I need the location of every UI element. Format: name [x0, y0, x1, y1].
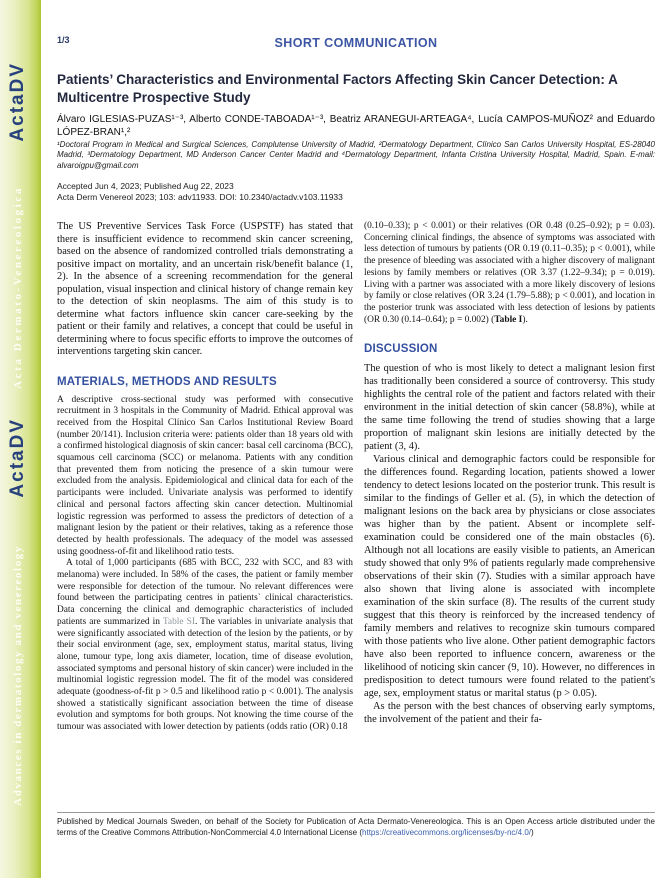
results-text-after: . The variables in univariate analysis that were significantly associated with detection of the lesion by the patients, or by their social environment (age, sex, employment status, marital status, living alone, tumour type, long axis diameter, location, time of disease evolution, associated symptoms and personal history of skin cancer) were included in the multinomial logistic regression model. The fit of the model was considered adequate (goodness-of-fit p > 0.5 and likelihood ratio p < 0.001). The analysis showed a statistically significant association between the time of disease evolution and symptoms for both groups. Not knowing the time course of the tumour was associated with lower detection by patients (odds ratio (OR) 0.18	[57, 616, 353, 733]
spacer	[364, 326, 655, 343]
results-cont-text: (0.10–0.33); p < 0.001) or their relatives (OR 0.48 (0.25–0.92); p = 0.03). Concerning clinical findings, the absence of symptoms was associated with less detection of tumours by patients (OR 0.19 (0.11–0.35); p < 0.001), while the presence of bleeding was associated with a higher discovery of malignant lesions by family members or relatives (OR 3.37 (1.22–9.34); p = 0.019). Living with a partner was associated with a more likely discovery of lesions by family or close relatives (OR 3.24 (1.79–5.88); p < 0.001), and location in the posterior trunk was associated with less detection of lesions by patients (OR 0.30 (0.14–0.64); p = 0.002) (	[364, 221, 655, 325]
footer-text-end: )	[531, 827, 534, 837]
publisher-footer	[57, 817, 655, 838]
spacer	[57, 388, 353, 395]
journal-sidebar	[0, 0, 41, 878]
journal-tagline-vertical: Advances in dermatology and venereology	[12, 545, 24, 806]
discussion-paragraph-1: The question of who is most likely to detect a malignant lesion first has traditionally been considered a source of controversy. This study highlights the central role of the patient and factors related with their environment in the initial detection of skin cancer (58.8%), while at the same time following the trend of studies showing that a large proportion of malignant skin lesions are initially detected by the patient (3, 4).	[364, 363, 655, 453]
spacer	[364, 355, 655, 362]
table-s1-link[interactable]: Table SI	[162, 616, 195, 627]
article-title: Patients’ Characteristics and Environmental Factors Affecting Skin Cancer Detection: A Multicentre Prospective Study	[57, 72, 618, 105]
table-1-reference: Table I	[494, 314, 523, 325]
article-type-heading: SHORT COMMUNICATION	[274, 36, 438, 50]
accepted-published-dates: Accepted Jun 4, 2023; Published Aug 22, 2023	[57, 181, 234, 191]
body-column-right	[364, 221, 655, 726]
license-url-link[interactable]: https://creativecommons.org/licenses/by-nc/4.0/	[362, 827, 531, 837]
discussion-heading: DISCUSSION	[364, 343, 438, 356]
journal-name-vertical: Acta Dermato-Venereologica	[12, 186, 24, 389]
citation-doi-line: Acta Derm Venereol 2023; 103: adv11933. DOI: 10.2340/actadv.v103.11933	[57, 191, 343, 202]
results-continuation-paragraph	[364, 221, 655, 326]
results-paragraph	[57, 558, 353, 734]
affiliations-text: ¹Doctoral Program in Medical and Surgical Sciences, Complutense University of Madrid, ²Dermatology Department, Clínico San Carlos University Hospital, ES-28040 Madrid, ³Dermatology Department, MD Anderson Cancer Center Madrid and ⁴Dermatology Department, Infanta Cristina University Hospital, Madrid, Spain. E-mail: alvaroigpu@gmail.com	[57, 140, 655, 170]
methods-paragraph: A descriptive cross-sectional study was performed with consecutive recruitment in 3 hospitals in the Community of Madrid. Ethical approval was received from the Hospital Clínico San Carlos Institutional Review Board (number 20/141). Inclusion criteria were: patients older than 18 years old with a confirmed histological diagnosis of skin cancer: basal cell carcinoma (BCC), squamous cell carcinoma (SCC) or melanoma. Patients with any condition that prevented them from noticing the presence of a skin tumour were excluded from the analysis. Epidemiological and clinical data for each of the participants were included. Univariate analysis was performed to identify clinical and personal factors affecting skin cancer detection. Multinomial logistic regression was performed to assess the predictors of detection of a malignant lesion by the patient or their relatives, taking as a reference those detected by health professionals. The adequacy of the model was assessed using goodness-of-fit and likelihood ratio tests.	[57, 394, 353, 557]
journal-logo-middle: ActaDV	[7, 418, 28, 498]
discussion-paragraph-3: As the person with the best chances of observing early symptoms, the involvement of the patient and their fa-	[364, 701, 655, 726]
footer-text: Published by Medical Journals Sweden, on behalf of the Society for Publication of Acta Dermato-Venereologica. This is an Open Access article distributed under the terms of the Creative Commons Attribution-NonCommercial 4.0 International License (	[57, 817, 655, 837]
author-list: Álvaro IGLESIAS-PUZAS¹⁻³, Alberto CONDE-TABOADA¹⁻³, Beatriz ARANEGUI-ARTEAGA⁴, Lucía CAMPOS-MUÑOZ² and Eduardo LÓPEZ-BRAN¹,²	[57, 114, 655, 138]
discussion-paragraph-2: Various clinical and demographic factors could be responsible for the differences found. Regarding location, patients showed a lower tendency to detect lesions located on the posterior trunk. This result is similar to the findings of Geller et al. (5), in which the detection of malignant lesions on the back area by physicians or close associates was higher than by the patient. Absent or incomplete self-examination could be considered one of the main obstacles (6). Although not all locations are easily visible to patients, an American study showed that only 9% of patients regularly made comprehensive observations of their skin (7). Studies with a similar approach have also shown that living alone is associated with incomplete examination of the skin surface (8). The results of the current study suggest that this theory is reinforced by the increased tendency of family members and relatives to recognize skin tumours compared with those patients who live alone. Other patient demographic factors have also been reported to influence concern, awareness or the likelihood of noticing skin cancer (9, 10). However, no differences in predisposition to detect tumours were found related to the patient's age, sex, employment status or marital status (p > 0.05).	[364, 454, 655, 700]
intro-paragraph: The US Preventive Services Task Force (USPSTF) has stated that there is insufficient evidence to recommend skin cancer screening, based on the absence of randomized controlled trials demonstrating a positive impact on mortality, and an uncertain risk/benefit balance (1, 2). In the absence of a screening recommendation for the general population, visual inspection and clinical history of change remain key to the detection of skin neoplasms. The aim of this study is to determine what factors influence skin cancer care-seeking by the patient or their family and relatives, a concept that could be useful in determining where to focus specific efforts to improve the outcomes of interventions targeting skin cancer.	[57, 221, 353, 357]
spacer	[57, 359, 353, 376]
results-text-before: A total of 1,000 participants (685 with BCC, 232 with SCC, and 83 with melanoma) were included. In 58% of the cases, the patient or family member were responsible for detection of the tumour. No relevant differences were found between the participating centres in patients` clinical characteristics. Data concerning the clinical and demographic characteristics of included patients are summarized in	[57, 558, 353, 627]
results-cont-end: ).	[522, 314, 528, 325]
materials-methods-heading: MATERIALS, METHODS AND RESULTS	[57, 375, 277, 388]
journal-logo-top: ActaDV	[7, 62, 28, 142]
footer-divider	[57, 812, 655, 813]
body-column-left	[57, 221, 353, 734]
page-number-indicator: 1/3	[57, 35, 70, 45]
